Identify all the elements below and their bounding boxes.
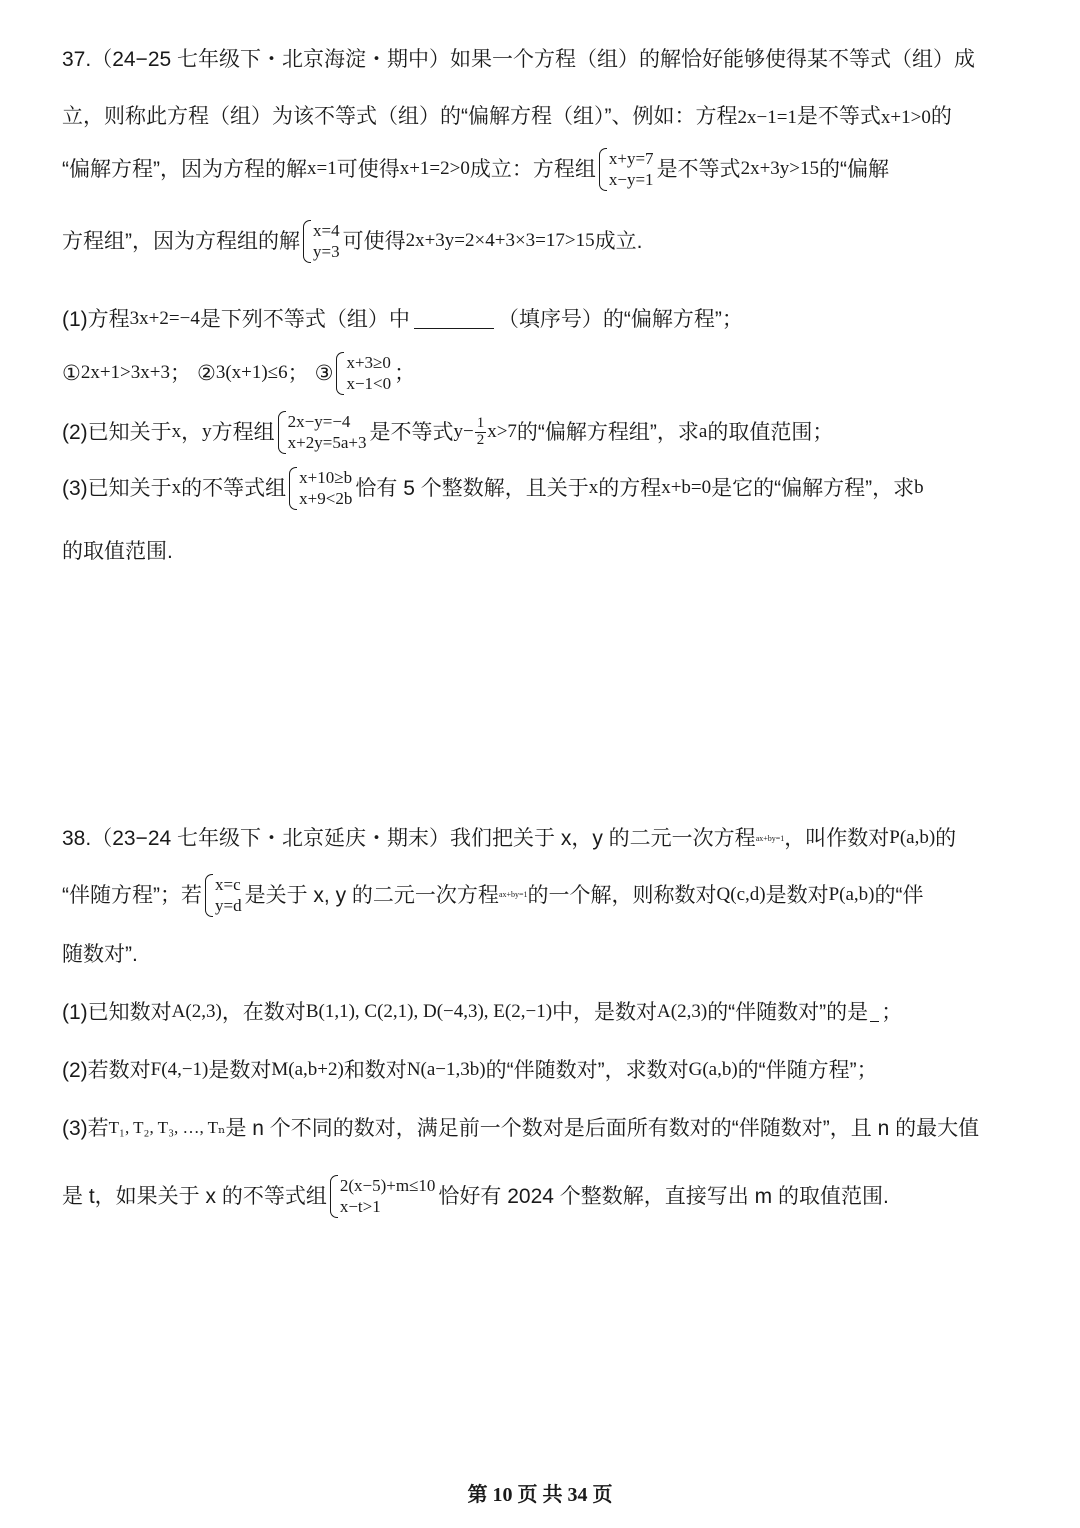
q38-part-1: (1)已知数对 A(2,3) ，在数对 B(1,1), C(2,1), D(−4,3), E(2,−1) 中，是数对 A(2,3) 的“伴随数对”的是 ；: [62, 1001, 903, 1024]
q37-title-text: 37.（24−25 七年级下・北京海淀・期中）如果一个方程（组）的解恰好能够使得某不等式（组）成: [62, 48, 976, 71]
page-footer: 第 10 页 共 34 页: [467, 1484, 613, 1506]
q37-part-1: (1)方程 3x+2=−4 是下列不等式（组）中 （填序号）的“偏解方程”；: [62, 308, 743, 331]
option-2-marker: ②: [196, 361, 216, 385]
math-expr: 2x+3y>15: [740, 157, 819, 179]
brace: [336, 352, 344, 395]
inequality-system: 2(x−5)+m≤10 x−t>1: [330, 1175, 436, 1218]
fraction-one-half: $\frac{1}{2}$: [476, 415, 485, 448]
answer-blank[interactable]: [414, 310, 494, 329]
brace: [289, 467, 297, 510]
math-expr: 2x−1=1: [737, 107, 797, 128]
brace: [303, 220, 311, 263]
solution-system: x=c y=d: [205, 874, 242, 917]
inequality-system: x+10≥b x+9<2b: [289, 467, 352, 510]
option-1-marker: ①: [62, 361, 81, 385]
q37-part-3-cont: 的取值范围.: [62, 540, 173, 563]
brace: [205, 874, 213, 917]
option-2-expr: 3(x+1)≤6: [215, 361, 288, 383]
q37-part-2: (2)已知关于 x ， y 方程组 2x−y=−4 x+2y=5a+3 是不等式 y− $\frac{1}{2}$ x>7 的“偏解方程组”，求 a 的取值范围；: [62, 412, 834, 453]
solution-system: x=4 y=3: [303, 220, 340, 263]
equation-system: 2x−y=−4 x+2y=5a+3: [278, 411, 367, 454]
option-3-system: x+3≥0 x−1<0: [336, 352, 391, 395]
q37-line-1: [62, 47, 1022, 72]
q37-part-3: (3)已知关于 x 的不等式组 x+10≥b x+9<2b 恰有 5 个整数解，且关于 x 的方程 x+b=0 是它的“偏解方程”，求 b: [62, 468, 924, 509]
q38-part-3-cont: 是 t，如果关于 x 的不等式组 2(x−5)+m≤10 x−t>1 恰好有 2024 个整数解，直接写出 m 的取值范围.: [62, 1176, 889, 1217]
math-expr: 3x+2=−4: [129, 308, 200, 330]
q37-line-2: [62, 104, 1022, 130]
q37-text: 立，则称此方程（组）为该不等式（组）的“偏解方程（组）”、例如：方程2x−1=1是不等式x+1>0的: [62, 105, 952, 128]
q38-part-2: (2)若数对 F(4,−1) 是数对 M(a,b+2) 和数对 N(a−1,3b) 的“伴随数对”，求数对 G(a,b) 的“伴随方程”；: [62, 1059, 878, 1082]
q38-line-1: 38.（23−24 七年级下・北京延庆・期末）我们把关于 x，y 的二元一次方程 ax+by=1 ，叫作数对 P(a,b) 的: [62, 827, 957, 850]
q37-line-3: “偏解方程”，因为方程的解 x=1 可使得 x+1=2>0 成立：方程组 x+y=7 x−y=1 是不等式 2x+3y>15 的“偏解: [62, 149, 889, 190]
option-1-expr: 2x+1>3x+3: [80, 361, 170, 383]
math-expr-small: ax+by=1: [755, 833, 785, 843]
q38-line-2: “伴随方程”；若 x=c y=d 是关于 x, y 的二元一次方程 ax+by=1 的一个解，则称数对 Q(c,d) 是数对 P(a,b) 的“伴: [62, 875, 924, 916]
q38-line-3: 随数对”.: [62, 943, 138, 966]
option-3-marker: ③: [314, 361, 334, 385]
q37-line-4: 方程组”，因为方程组的解 x=4 y=3 可使得 2x+3y=2×4+3×3=17>15 成立.: [62, 221, 643, 262]
brace: [599, 148, 607, 191]
math-expr: x=1: [307, 157, 337, 179]
math-expr-small: ax+by=1: [498, 890, 528, 900]
math-expr: x+1>0: [880, 107, 931, 128]
math-expr: x+1=2>0: [399, 157, 470, 179]
math-expr: 2x+3y=2×4+3×3=17>15: [405, 229, 595, 251]
q38-part-3: (3)若 T₁, T₂, T₃, …, Tₙ 是 n 个不同的数对，满足前一个数对是后面所有数对的“伴随数对”，且 n 的最大值: [62, 1117, 980, 1140]
q37-options: ① 2x+1>3x+3 ； ② 3(x+1)≤6 ； ③ x+3≥0 x−1<0 ；: [62, 353, 416, 394]
brace: [278, 411, 286, 454]
equation-system: x+y=7 x−y=1: [599, 148, 654, 191]
brace: [330, 1175, 338, 1218]
answer-blank[interactable]: [870, 1003, 879, 1022]
